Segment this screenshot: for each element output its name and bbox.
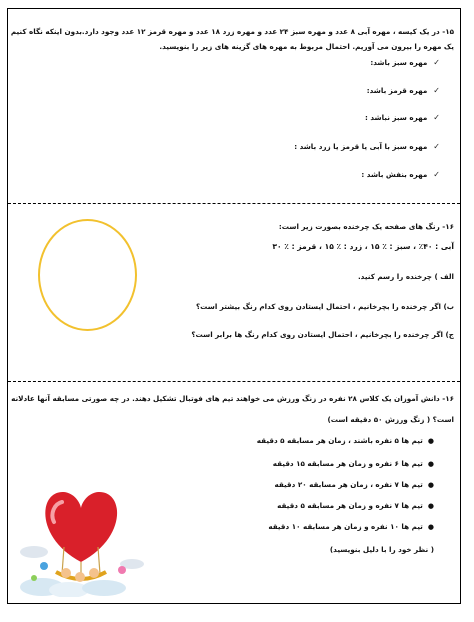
spinner-circle <box>38 219 137 331</box>
q16b-option: ●تیم ها ۵ نفره باشند ، زمان هر مسابقه ۵ دقیقه <box>256 436 434 445</box>
heart-balloon-illustration <box>14 482 149 597</box>
bullet-icon: ● <box>427 460 434 468</box>
q16a-title: ۱۶- رنگ های صفحه یک چرخنده بصورت زیر است: <box>278 222 454 231</box>
q16b-option: ●تیم ها ۷ نفره ، زمان هر مسابقه ۲۰ دقیقه <box>274 480 434 489</box>
section-divider <box>8 381 460 382</box>
check-icon: ✓ <box>433 113 440 122</box>
section-divider <box>8 203 460 204</box>
q16b-note: ( نظر خود را با دلیل بنویسید) <box>329 545 434 554</box>
q16a-part-b: ب) اگر چرخنده را بچرخانیم ، احتمال ایستادن روی کدام رنگ بیشتر است؟ <box>195 302 454 311</box>
q16b-option: ●تیم ها ۱۰ نفره و زمان هر مسابقه ۱۰ دقیقه <box>268 522 434 531</box>
bullet-icon: ● <box>427 481 434 489</box>
q16a-colors: آبی : ۴۰٪ ، سبز : ٪ ۱۵ ، زرد : ٪ ۱۵ ، قرمز : ٪ ۳۰ <box>272 242 454 251</box>
check-icon: ✓ <box>433 142 440 151</box>
q16b-line1: ۱۶- دانش آموزان یک کلاس ۲۸ نفره در زنگ ورزش می خواهند تیم های فوتبال تشکیل دهند. در چه صورتی مسابقه آنها عادلانه <box>11 394 454 403</box>
bullet-icon: ● <box>427 437 434 445</box>
q15-item: ✓مهره بنفش باشد : <box>361 170 440 179</box>
q15-item: ✓مهره سبز با آبی یا قرمز یا زرد باشد : <box>294 142 440 151</box>
q16b-line2: است؟ ( زنگ ورزش ۵۰ دقیقه است) <box>327 415 454 424</box>
q16a-part-c: ج) اگر چرخنده را بچرخانیم ، احتمال ایستادن روی کدام رنگ ها برابر است؟ <box>191 330 454 339</box>
check-icon: ✓ <box>433 58 440 67</box>
q16b-option: ●تیم ها ۶ نفره و زمان هر مسابقه ۱۵ دقیقه <box>272 459 434 468</box>
q15-item: ✓مهره قرمز باشد: <box>366 86 440 95</box>
q15-line1: ۱۵- در یک کیسه ، مهره آبی ۸ عدد و مهره سبز ۲۴ عدد و مهره زرد ۱۸ عدد و مهره قرمز ۱۲ عدد وجود دارد.بدون اینکه نگاه کنیم <box>10 27 454 36</box>
check-icon: ✓ <box>433 170 440 179</box>
check-icon: ✓ <box>433 86 440 95</box>
q16b-option: ●تیم ها ۷ نفره و زمان هر مسابقه ۵ دقیقه <box>277 501 434 510</box>
bullet-icon: ● <box>427 523 434 531</box>
q16a-part-a: الف ) چرخنده را رسم کنید. <box>357 272 454 281</box>
q15-item: ✓مهره سبز نباشد : <box>364 113 440 122</box>
q15-item: ✓مهره سبز باشد: <box>370 58 440 67</box>
q15-line2: یک مهره را بیرون می آوریم. احتمال مربوط به مهره های گزینه های زیر را بنویسید. <box>159 42 454 51</box>
bullet-icon: ● <box>427 502 434 510</box>
